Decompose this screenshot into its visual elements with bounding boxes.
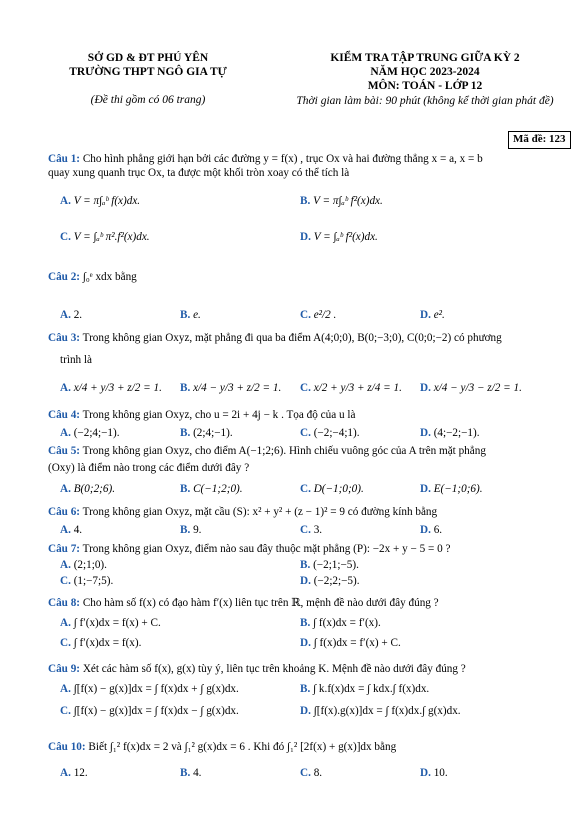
option-c: C. ∫[f(x) − g(x)]dx = ∫ f(x)dx − ∫ g(x)dx. — [60, 705, 239, 717]
subject: MÔN: TOÁN - LỚP 12 — [367, 79, 483, 92]
option-c: C. 8. — [300, 767, 323, 779]
option-b: B. (2;4;−1). — [180, 427, 233, 439]
option-a: A. (−2;4;−1). — [60, 427, 120, 439]
option-b: B. C(−1;2;0). — [180, 483, 243, 495]
question-text-cont: quay xung quanh trục Ox, ta được một khối tròn xoay có thể tích là — [48, 167, 350, 179]
question-4 — [48, 408, 568, 439]
question-text: Cho hàm số f(x) có đạo hàm f′(x) liên tục trên ℝ, mệnh đề nào dưới đây đúng ? — [82, 597, 439, 609]
option-b: B. (−2;1;−5). — [300, 559, 359, 571]
exam-title: KIỂM TRA TẬP TRUNG GIỮA KỲ 2 — [330, 52, 520, 64]
pages-note: (Đề thi gồm có 06 trang) — [90, 93, 206, 106]
question-text-cont: trình là — [60, 354, 93, 366]
option-d: D. e². — [420, 309, 445, 321]
question-number: Câu 6: — [48, 506, 81, 518]
option-b: B. 4. — [180, 767, 202, 779]
question-2 — [48, 270, 568, 321]
question-text: Trong không gian Oxyz, cho điểm A(−1;2;6). Hình chiếu vuông góc của A trên mặt phẳng — [82, 445, 486, 457]
question-text-cont: (Oxy) là điểm nào trong các điểm dưới đây ? — [48, 462, 250, 474]
option-d: D. E(−1;0;6). — [420, 483, 483, 495]
option-c: C. e²/2 . — [300, 309, 337, 321]
option-b: B. ∫ f(x)dx = f′(x). — [300, 617, 381, 629]
question-text: Trong không gian Oxyz, điểm nào sau đây thuộc mặt phẳng (P): −2x + y − 5 = 0 ? — [82, 543, 451, 555]
question-number: Câu 8: — [48, 597, 81, 609]
option-b: B. 9. — [180, 524, 202, 536]
question-10 — [48, 740, 568, 779]
option-d: D. x/4 − y/3 − z/2 = 1. — [420, 382, 522, 394]
question-text: Xét các hàm số f(x), g(x) tùy ý, liên tục trên khoảng K. Mệnh đề nào dưới đây đúng ? — [82, 663, 466, 675]
question-5 — [48, 444, 568, 495]
question-number: Câu 1: — [48, 153, 81, 165]
option-d: D. (4;−2;−1). — [420, 427, 480, 439]
question-text: ∫₀ᵉ xdx bằng — [82, 271, 137, 283]
question-number: Câu 4: — [48, 409, 81, 421]
question-text: Trong không gian Oxyz, mặt cầu (S): x² + y² + (z − 1)² = 9 có đường kính bằng — [82, 506, 438, 518]
question-9 — [48, 662, 568, 717]
option-d: D. (−2;2;−5). — [300, 575, 360, 587]
question-8 — [48, 596, 568, 649]
question-number: Câu 5: — [48, 445, 81, 457]
option-b: B. V = π∫ₐᵇ f²(x)dx. — [300, 195, 383, 207]
time-note: Thời gian làm bài: 90 phút (không kể thời gian phát đề) — [296, 95, 554, 108]
option-b: B. x/4 − y/3 + z/2 = 1. — [180, 382, 282, 394]
question-number: Câu 2: — [48, 271, 81, 283]
option-c: C. V = ∫ₐᵇ π².f²(x)dx. — [60, 231, 150, 243]
question-number: Câu 9: — [48, 663, 81, 675]
option-c: C. x/2 + y/3 + z/4 = 1. — [300, 382, 402, 394]
option-c: C. ∫ f′(x)dx = f(x). — [60, 637, 142, 649]
question-number: Câu 7: — [48, 543, 81, 555]
option-a: A. 12. — [60, 767, 88, 779]
question-6 — [48, 505, 568, 536]
question-number: Câu 3: — [48, 332, 81, 344]
header-left — [48, 52, 248, 107]
option-a: A. ∫ f′(x)dx = f(x) + C. — [60, 617, 161, 629]
question-3 — [48, 331, 568, 394]
question-text: Trong không gian Oxyz, mặt phẳng đi qua ba điểm A(4;0;0), B(0;−3;0), C(0;0;−2) có phương — [82, 332, 502, 344]
option-a: A. x/4 + y/3 + z/2 = 1. — [60, 382, 162, 394]
header-right — [280, 52, 570, 109]
option-d: D. 6. — [420, 524, 443, 536]
option-a: A. (2;1;0). — [60, 559, 107, 571]
option-c: C. (1;−7;5). — [60, 575, 114, 587]
option-a: A. 2. — [60, 309, 83, 321]
question-number: Câu 10: — [48, 741, 86, 753]
option-c: C. 3. — [300, 524, 323, 536]
option-d: D. V = ∫ₐᵇ f²(x)dx. — [300, 231, 378, 243]
exam-code-badge: Mã đề: 123 — [508, 131, 571, 149]
school-name: TRƯỜNG THPT NGÔ GIA TỰ — [69, 65, 227, 78]
question-text: Biết ∫₁² f(x)dx = 2 và ∫₁² g(x)dx = 6 . Khi đó ∫₁² [2f(x) + g(x)]dx bằng — [88, 741, 397, 753]
option-c: C. (−2;−4;1). — [300, 427, 360, 439]
option-a: A. 4. — [60, 524, 83, 536]
question-7 — [48, 542, 568, 587]
question-text: Trong không gian Oxyz, cho u = 2i + 4j − k . Tọa độ của u là — [82, 409, 356, 421]
question-1 — [48, 152, 568, 243]
option-a: A. ∫[f(x) − g(x)]dx = ∫ f(x)dx + ∫ g(x)dx. — [60, 683, 239, 695]
department-name: SỞ GD & ĐT PHÚ YÊN — [87, 52, 209, 64]
option-a: A. V = π∫ₐᵇ f(x)dx. — [60, 195, 141, 207]
school-year: NĂM HỌC 2023-2024 — [370, 65, 480, 78]
option-d: D. ∫ f(x)dx = f′(x) + C. — [300, 637, 401, 649]
option-a: A. B(0;2;6). — [60, 483, 116, 495]
option-c: C. D(−1;0;0). — [300, 483, 364, 495]
option-b: B. ∫ k.f(x)dx = ∫ kdx.∫ f(x)dx. — [300, 683, 430, 695]
option-b: B. e. — [180, 309, 201, 321]
option-d: D. ∫[f(x).g(x)]dx = ∫ f(x)dx.∫ g(x)dx. — [300, 705, 461, 717]
question-text: Cho hình phẳng giới hạn bởi các đường y = f(x) , trục Ox và hai đường thẳng x = a, x = b — [82, 153, 483, 165]
option-d: D. 10. — [420, 767, 448, 779]
